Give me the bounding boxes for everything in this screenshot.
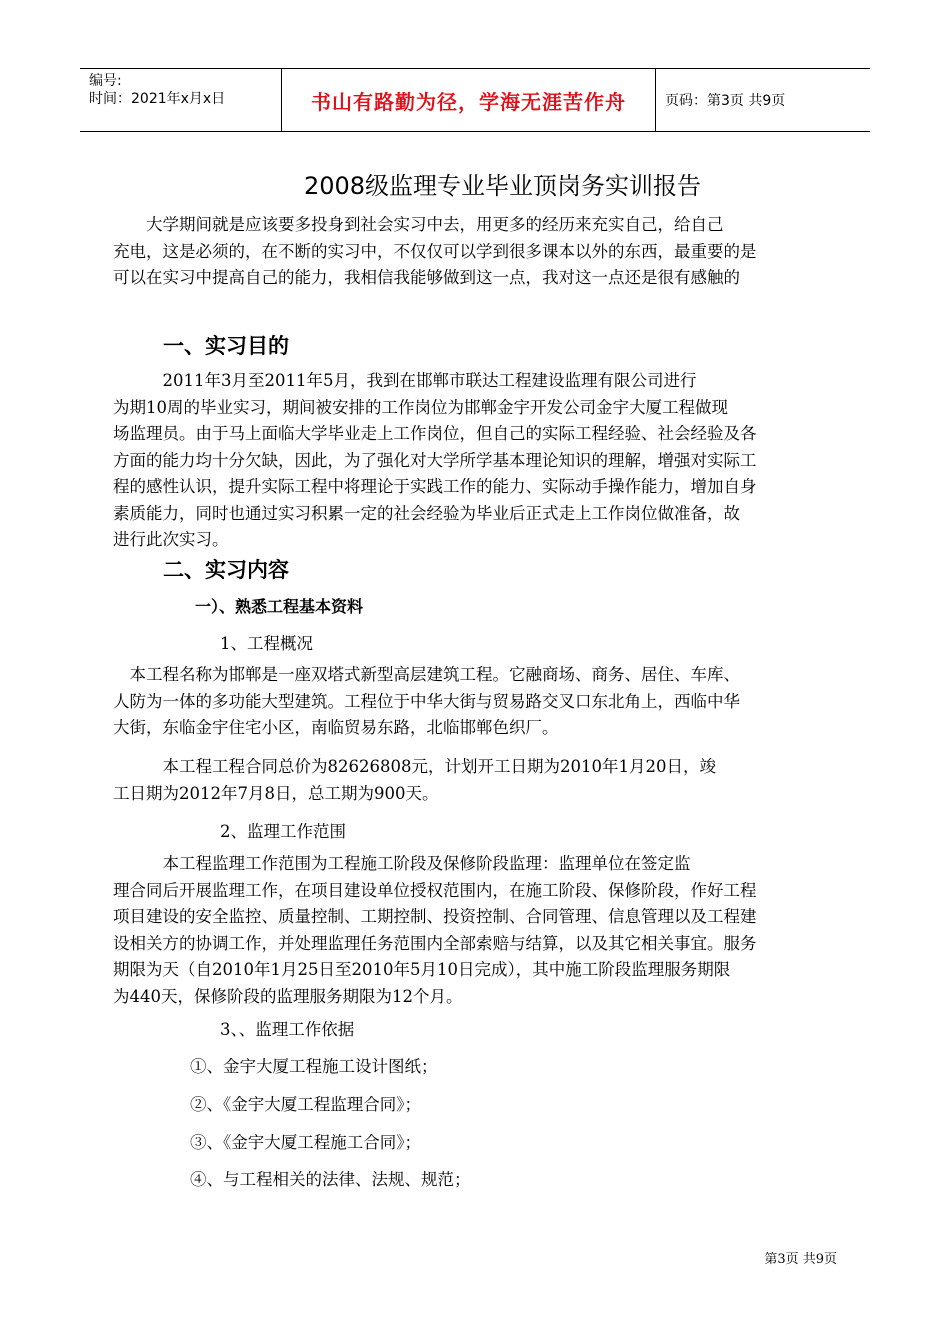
text-line: 本工程工程合同总价为82626808元，计划开工日期为2010年1月20日，竣 — [113, 757, 716, 776]
section-heading-content: 二、实习内容 — [163, 558, 289, 582]
text-line: 本工程监理工作范围为工程施工阶段及保修阶段监理：监理单位在签定监 — [113, 854, 691, 873]
purpose-paragraph — [113, 368, 838, 554]
text-line: 可以在实习中提高自己的能力，我相信我能够做到这一点，我对这一点还是很有感触的 — [113, 268, 740, 287]
text-line: 场监理员。由于马上面临大学毕业走上工作岗位，但自己的实际工程经验、社会经验及各 — [113, 424, 757, 443]
page-label: 页码：第3页 共9页 — [665, 93, 786, 109]
text-line: 为440天，保修阶段的监理服务期限为12个月。 — [113, 986, 463, 1006]
text-line: 进行此次实习。 — [113, 530, 229, 549]
text-line: 理合同后开展监理工作，在项目建设单位授权范围内，在施工阶段、保修阶段，作好工程 — [113, 880, 757, 900]
motto: 书山有路勤为径，学海无涯苦作舟 — [281, 69, 656, 131]
document-title: 2008级监理专业毕业顶岗务实训报告 — [303, 172, 702, 200]
item-title-overview: 1、工程概况 — [220, 634, 313, 653]
text-line: 大街，东临金宇住宅小区，南临贸易东路，北临邯郸色织厂。 — [113, 718, 559, 737]
text-line: 本工程名称为邯郸是一座双塔式新型高层建筑工程。它融商场、商务、居住、车库、 — [113, 665, 740, 684]
header-left-cell — [80, 69, 281, 131]
text-line: 素质能力，同时也通过实习积累一定的社会经验为毕业后正式走上工作岗位做准备，故 — [113, 503, 740, 523]
item-title-scope: 2、监理工作范围 — [220, 822, 346, 841]
text-line: 期限为天（自2010年1月25日至2010年5月10日完成），其中施工阶段监理服务期限 — [113, 960, 731, 979]
overview-paragraph — [113, 662, 838, 742]
basis-item: ②、《金宇大厦工程监理合同》； — [190, 1095, 421, 1114]
basis-item: ③、《金宇大厦工程施工合同》； — [190, 1133, 421, 1152]
time-label: 时间：2021年x月x日 — [89, 91, 226, 107]
item-title-basis: 3、、监理工作依据 — [220, 1020, 355, 1039]
text-line: 2011年3月至2011年5月，我到在邯郸市联达工程建设监理有限公司进行 — [113, 371, 697, 390]
text-line: 项目建设的安全监控、质量控制、工期控制、投资控制、合同管理、信息管理以及工程建 — [113, 907, 757, 926]
contract-paragraph — [113, 754, 838, 807]
scope-paragraph — [113, 851, 838, 1010]
header-table — [80, 68, 870, 132]
page-footer: 第3页 共9页 — [764, 1252, 837, 1267]
number-label: 编号: — [89, 73, 122, 89]
basis-item: ①、金宇大厦工程施工设计图纸； — [190, 1057, 438, 1076]
text-line: 人防为一体的多功能大型建筑。工程位于中华大街与贸易路交叉口东北角上，西临中华 — [113, 691, 740, 711]
text-line: 程的感性认识，提升实际工程中将理论于实践工作的能力、实际动手操作能力，增加自身 — [113, 477, 757, 496]
text-line: 工日期为2012年7月8日，总工期为900天。 — [113, 783, 439, 803]
text-line: 充电，这是必须的，在不断的实习中，不仅仅可以学到很多课本以外的东西，最重要的是 — [113, 241, 757, 261]
text-line: 方面的能力均十分欠缺，因此，为了强化对大学所学基本理论知识的理解，增强对实际工 — [113, 450, 757, 470]
intro-paragraph — [113, 212, 838, 292]
text-line: 设相关方的协调工作，并处理监理任务范围内全部索赔与结算，以及其它相关事宜。服务 — [113, 933, 757, 953]
subsection-heading: 一）、熟悉工程基本资料 — [195, 597, 364, 616]
section-heading-purpose: 一、实习目的 — [163, 334, 289, 358]
basis-item: ④、与工程相关的法律、法规、规范； — [190, 1170, 471, 1189]
text-line: 为期10周的毕业实习，期间被安排的工作岗位为邯郸金宇开发公司金宇大厦工程做现 — [113, 397, 728, 417]
text-line: 大学期间就是应该要多投身到社会实习中去，用更多的经历来充实自己，给自己 — [113, 215, 724, 234]
